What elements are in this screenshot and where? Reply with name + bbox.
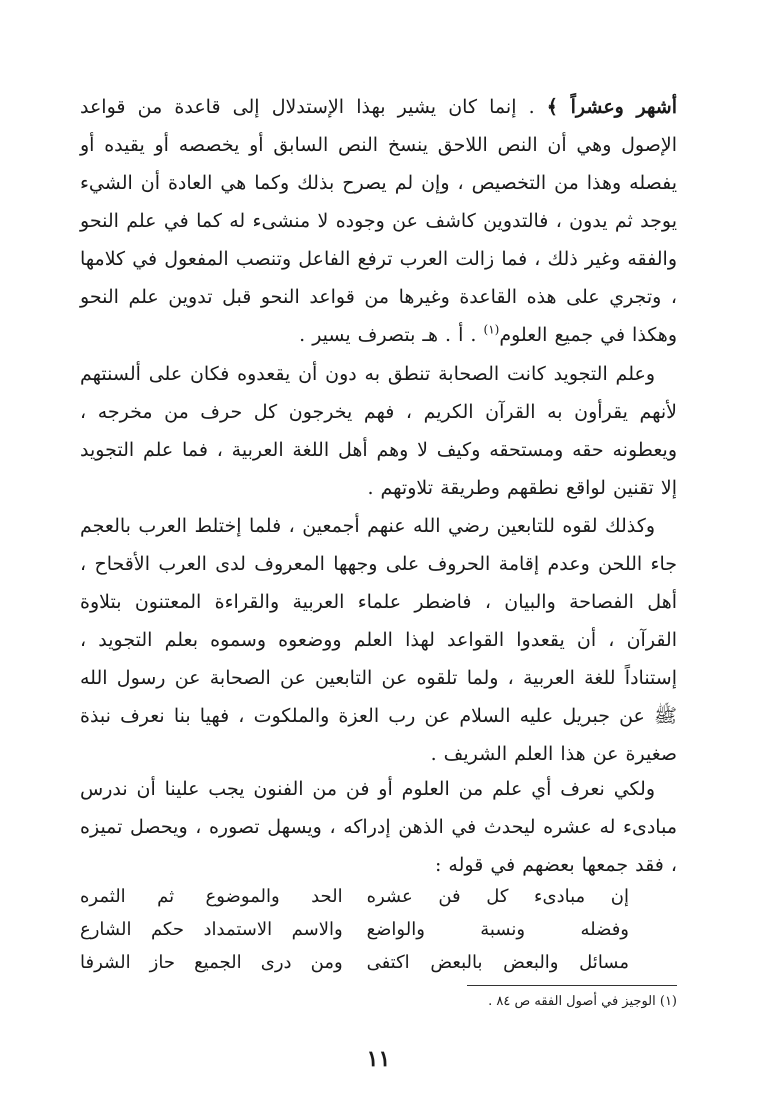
footnote: (١) الوجيز في أصول الفقه ص ٨٤ . [488, 994, 677, 1009]
paragraph-4 [80, 770, 677, 884]
poem-hemistich-first: مسائل والبعض بالبعض اكتفى [366, 952, 629, 973]
poem-verse [80, 946, 677, 979]
paragraph-1-lead: أشهر وعشراً ﴾ [546, 96, 677, 118]
paragraph-3 [80, 507, 677, 773]
paragraph-1-tail: . أ . هـ بتصرف يسير . [299, 324, 484, 346]
poem-hemistich-second: ومن درى الجميع حاز الشرفا [80, 952, 343, 973]
paragraph-2-text: وعلم التجويد كانت الصحابة تنطق به دون أن يقعدوه فكان على ألسنتهم لأنهم يقرأون به القرآن الكريم ، فهم يخرجون كل حرف من مخرجه ، ويعطونه حقه ومستحقه وكيف لا وهم أهل اللغة العربية ، فما علم التجويد إلا تقنين لواقع نطقهم وطريقة تلاوتهم . [80, 363, 677, 499]
footnote-reference[interactable]: (١) [483, 322, 500, 337]
paragraph-3-text: وكذلك لقوه للتابعين رضي الله عنهم أجمعين ، فلما إختلط العرب بالعجم جاء اللحن وعدم إقامة الحروف على وجهها المعروف لدى العرب الأقحاح ، أهل الفصاحة والبيان ، فاضطر علماء العربية والقراءة المعتنون بتلاوة القرآن ، أن يقعدوا القواعد لهذا العلم ووضعوه وسموه بعلم التجويد ، إستناداً للغة العربية ، ولما تلقوه عن التابعين عن الصحابة عن رسول الله ﷺ عن جبريل عليه السلام عن رب العزة والملكوت ، فهيا بنا نعرف نبذة صغيرة عن هذا العلم الشريف . [80, 515, 677, 765]
paragraph-2 [80, 355, 677, 507]
poem-hemistich-second: والاسم الاستمداد حكم الشارع [80, 919, 343, 940]
poem [80, 880, 677, 979]
poem-hemistich-first: إن مبادىء كل فن عشره [366, 886, 629, 907]
footnote-divider [467, 985, 677, 986]
paragraph-4-text: ولكي نعرف أي علم من العلوم أو فن من الفنون يجب علينا أن ندرس مبادىء له عشره ليحدث في الذهن إدراكه ، ويسهل تصوره ، ويحصل تميزه ، فقد جمعها بعضهم في قوله : [80, 778, 677, 876]
page-number: ١١ [366, 1046, 391, 1072]
poem-hemistich-second: الحد والموضوع ثم الثمره [80, 886, 343, 907]
paragraph-1-body: . إنما كان يشير بهذا الإستدلال إلى قاعدة من قواعد الإصول وهي أن النص اللاحق ينسخ النص السابق أو يخصصه أو يقيده أو يفصله وهذا من التخصيص ، وإن لم يصرح بذلك وكما هي العادة أن الشيء يوجد ثم يدون ، فالتدوين كاشف عن وجوده لا منشىء له كما في علم النحو والفقه وغير ذلك ، فما زالت العرب ترفع الفاعل وتنصب المفعول في كلامها ، وتجري على هذه القاعدة وغيرها من قواعد النحو قبل تدوين علم النحو وهكذا في جميع العلوم [80, 96, 677, 346]
poem-verse [80, 880, 677, 913]
poem-verse [80, 913, 677, 946]
poem-hemistich-first: وفضله ونسبة والواضع [366, 919, 629, 940]
paragraph-1 [80, 88, 677, 354]
